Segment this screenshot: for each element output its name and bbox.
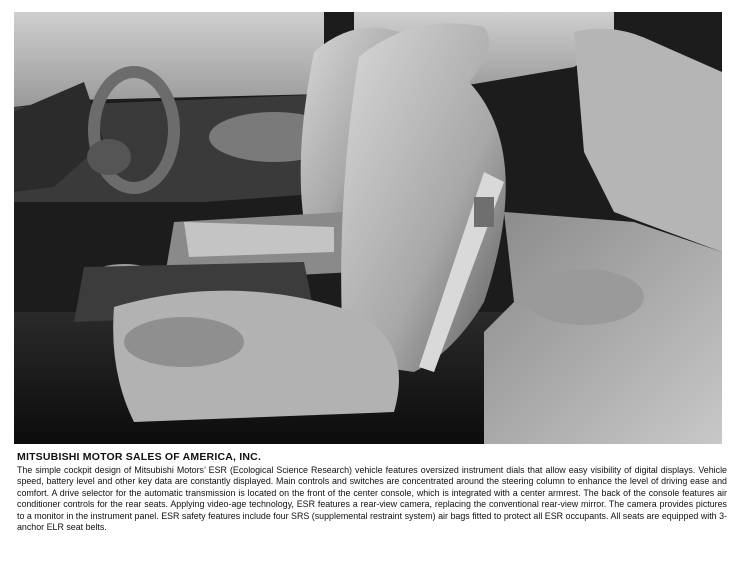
armrest [184,222,334,257]
car-interior-photo [14,12,722,444]
car-interior-illustration [14,12,722,444]
caption-body: The simple cockpit design of Mitsubishi Motors’ ESR (Ecological Science Research) vehicle features oversized instrument dials that allow easy visibility of digital displays. Vehicle speed, battery level and other key data are constantly displayed. Main controls and switches are concentrated around the steering column to enhance the level of driving ease and comfort. A drive selector for the automatic transmission is located on the front of the center console, which is integrated with a center armrest. The back of the console features air conditioner controls for the rear seats. Applying video-age technology, ESR features a rear-view camera, replacing the conventional rear-view mirror. The camera provides pictures to a monitor in the instrument panel. ESR safety features include four SRS (supplemental restraint system) air bags fitted to protect all ESR occupants. All seats are equipped with 3-anchor ELR seat belts. [17,465,727,533]
caption-heading: MITSUBISHI MOTOR SALES OF AMERICA, INC. [17,451,262,463]
seat-cushion-pad [124,317,244,367]
caption [17,451,727,533]
rear-seat-pad [524,269,644,325]
seat-belt-buckle [474,197,494,227]
rear-seat-cushion [484,212,722,444]
steering-hub [87,139,131,175]
